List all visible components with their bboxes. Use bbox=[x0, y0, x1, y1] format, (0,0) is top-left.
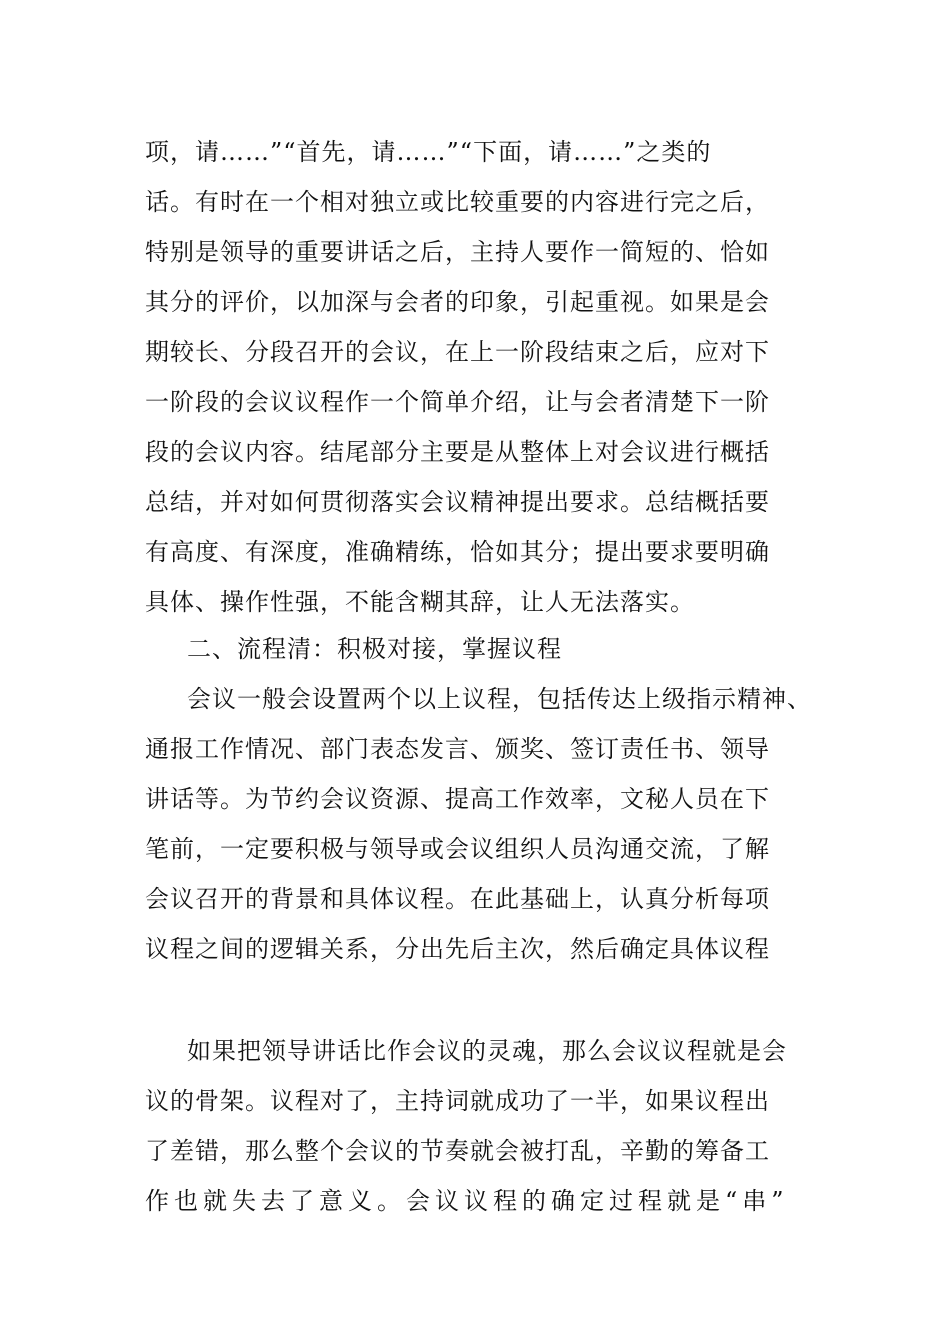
text-line: 了差错，那么整个会议的节奏就会被打乱，辛勤的筹备工 bbox=[145, 1137, 770, 1165]
text-line: 特别是领导的重要讲话之后，主持人要作一简短的、恰如 bbox=[145, 238, 770, 266]
text-line: 通报工作情况、部门表态发言、颁奖、签订责任书、领导 bbox=[145, 735, 770, 763]
text-line: 期较长、分段召开的会议，在上一阶段结束之后，应对下 bbox=[145, 338, 770, 366]
text-line: 一阶段的会议议程作一个简单介绍，让与会者清楚下一阶 bbox=[145, 388, 770, 416]
text-line: 有高度、有深度，准确精练，恰如其分；提出要求要明确 bbox=[145, 538, 770, 566]
text-line: 话。有时在一个相对独立或比较重要的内容进行完之后， bbox=[145, 188, 770, 216]
section-heading: 二、流程清：积极对接，掌握议程 bbox=[187, 635, 562, 663]
text-line: 笔前，一定要积极与领导或会议组织人员沟通交流，了解 bbox=[145, 835, 770, 863]
text-line: 会议一般会设置两个以上议程，包括传达上级指示精神、 bbox=[187, 685, 812, 713]
text-line: 议程之间的逻辑关系，分出先后主次，然后确定具体议程 bbox=[145, 935, 770, 963]
text-line: 具体、操作性强，不能含糊其辞，让人无法落实。 bbox=[145, 588, 695, 616]
text-line: 议的骨架。议程对了，主持词就成功了一半，如果议程出 bbox=[145, 1087, 770, 1115]
text-line: 作也就失去了意义。会议议程的确定过程就是“串” bbox=[145, 1187, 789, 1215]
text-line: 讲话等。为节约会议资源、提高工作效率，文秘人员在下 bbox=[145, 785, 770, 813]
text-line: 如果把领导讲话比作会议的灵魂，那么会议议程就是会 bbox=[187, 1037, 787, 1065]
text-line: 总结，并对如何贯彻落实会议精神提出要求。总结概括要 bbox=[145, 488, 770, 516]
text-line: 其分的评价，以加深与会者的印象，引起重视。如果是会 bbox=[145, 288, 770, 316]
text-line: 段的会议内容。结尾部分主要是从整体上对会议进行概括 bbox=[145, 438, 770, 466]
text-line: 项，请……”“首先，请……”“下面，请……”之类的 bbox=[145, 138, 712, 166]
text-line: 会议召开的背景和具体议程。在此基础上，认真分析每项 bbox=[145, 885, 770, 913]
